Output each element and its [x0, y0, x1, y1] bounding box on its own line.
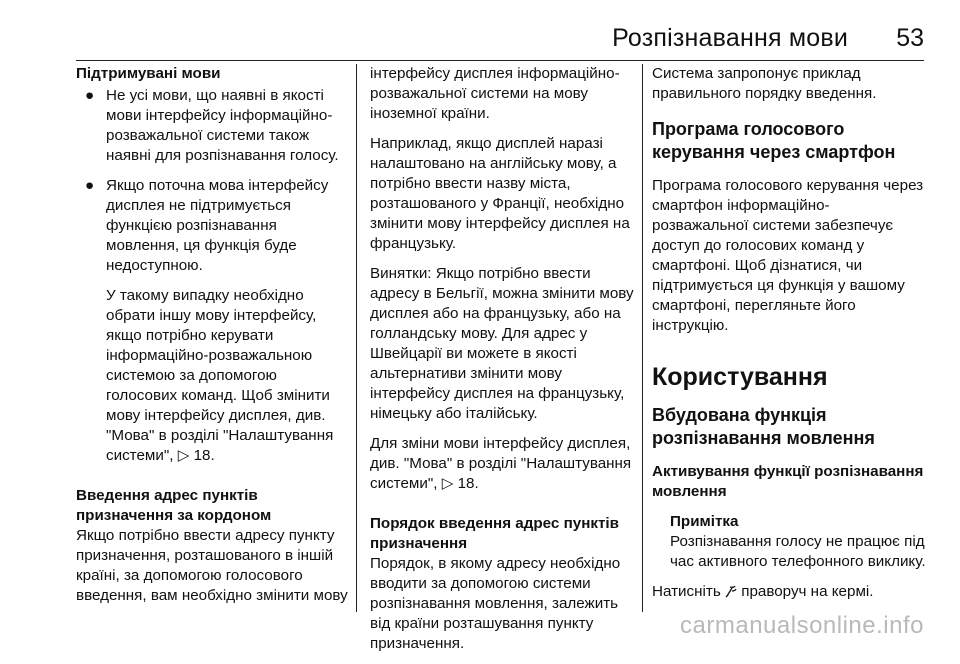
paragraph [652, 582, 926, 602]
page-number: 53 [896, 24, 924, 52]
paragraph: Програма голосового керування через смартфон інформаційно-розважальної системи забезпечує доступ до голосових команд у смартфоні. Щоб дізнатися, чи підтримується ця функція у вашому смартфоні, перегляньте його інструкцію. [652, 177, 924, 334]
column-2 [370, 64, 634, 664]
list-item-text: Не усі мови, що наявні в якості мови інтерфейсу інформаційно-розважальної системи також наявні для розпізнавання голосу. [106, 87, 339, 164]
heading-activate-recognition: Активування функції розпізнавання мовлення [652, 463, 924, 500]
heading-builtin-recognition: Вбудована функція розпізнавання мовлення [652, 405, 875, 448]
arrow-reference-icon: ▷ [441, 475, 454, 492]
bullet-icon: ● [85, 177, 95, 194]
arrow-reference-icon: ▷ [177, 447, 190, 464]
heading-smartphone-voice: Програма голосового керування через смартфон [652, 119, 896, 162]
page-reference: 18. [193, 447, 215, 464]
note-box [652, 512, 926, 572]
voice-command-icon [725, 584, 737, 598]
paragraph: інтерфейсу дисплея інформаційно-розважальної системи на мову іноземної країни. [370, 65, 620, 122]
paragraph: Порядок, в якому адресу необхідно вводити за допомогою системи розпізнавання мовлення, залежить від країни розташування пункту призначення. [370, 555, 621, 652]
paragraph: Винятки: Якщо потрібно ввести адресу в Бельгії, можна змінити мову дисплея або на французьку, або на голландську мову. Для адрес у Швейцарії ви можете в якості альтернативи змінити мову інтерфейсу дисплея на французьку, німецьку або італійську. [370, 265, 634, 422]
page-reference: 18. [457, 475, 479, 492]
paragraph: Якщо потрібно ввести адресу пункту призначення, розташованого в іншій країні, за допомогою голосового введення, вам необхідно змінити мову [76, 527, 348, 604]
paragraph-text: У такому випадку необхідно обрати іншу мову інтерфейсу, якщо потрібно керувати інформаційно-розважальною системою за допомогою голосових команд. Щоб змінити мову інтерфейсу дисплея, див. "Мова" в розділі "Налаштування системи", [106, 287, 334, 464]
list-item-text: Якщо поточна мова інтерфейсу дисплея не підтримується функцією розпізнавання мовлення, ця функція буде недоступною. [106, 177, 329, 274]
column-3 [652, 64, 926, 612]
heading-usage: Користування [652, 363, 828, 391]
header-divider [76, 60, 924, 61]
note-text: Розпізнавання голосу не працює під час активного телефонного виклику. [670, 533, 926, 570]
paragraph: Наприклад, якщо дисплей наразі налаштовано на англійську мову, а потрібно ввести назву міста, розташованого у Франції, необхідно змінити мову інтерфейсу дисплея на французьку. [370, 135, 630, 252]
watermark-text: carmanualsonline.info [680, 612, 924, 639]
paragraph: Система запропонує приклад правильного порядку введення. [652, 65, 877, 102]
paragraph-text: Для зміни мови інтерфейсу дисплея, див. "Мова" в розділі "Налаштування системи", [370, 435, 632, 492]
paragraph-text: праворуч на кермі. [741, 583, 874, 600]
page-header [0, 0, 960, 60]
list-item [76, 176, 350, 276]
column-divider-2 [642, 64, 643, 612]
bullet-icon: ● [85, 87, 95, 104]
indented-paragraph [76, 286, 350, 466]
subtitle-foreign-destinations: Введення адрес пунктів призначення за кордоном [76, 487, 272, 524]
chapter-title: Розпізнавання мови [612, 24, 848, 52]
subtitle-address-order: Порядок введення адрес пунктів призначення [370, 515, 619, 552]
paragraph [370, 434, 634, 494]
section-title-supported-languages: Підтримувані мови [76, 65, 221, 82]
paragraph-text: Натисніть [652, 583, 721, 600]
note-title: Примітка [670, 513, 739, 530]
list-item [76, 86, 350, 166]
column-divider-1 [356, 64, 357, 612]
column-1 [76, 64, 350, 616]
